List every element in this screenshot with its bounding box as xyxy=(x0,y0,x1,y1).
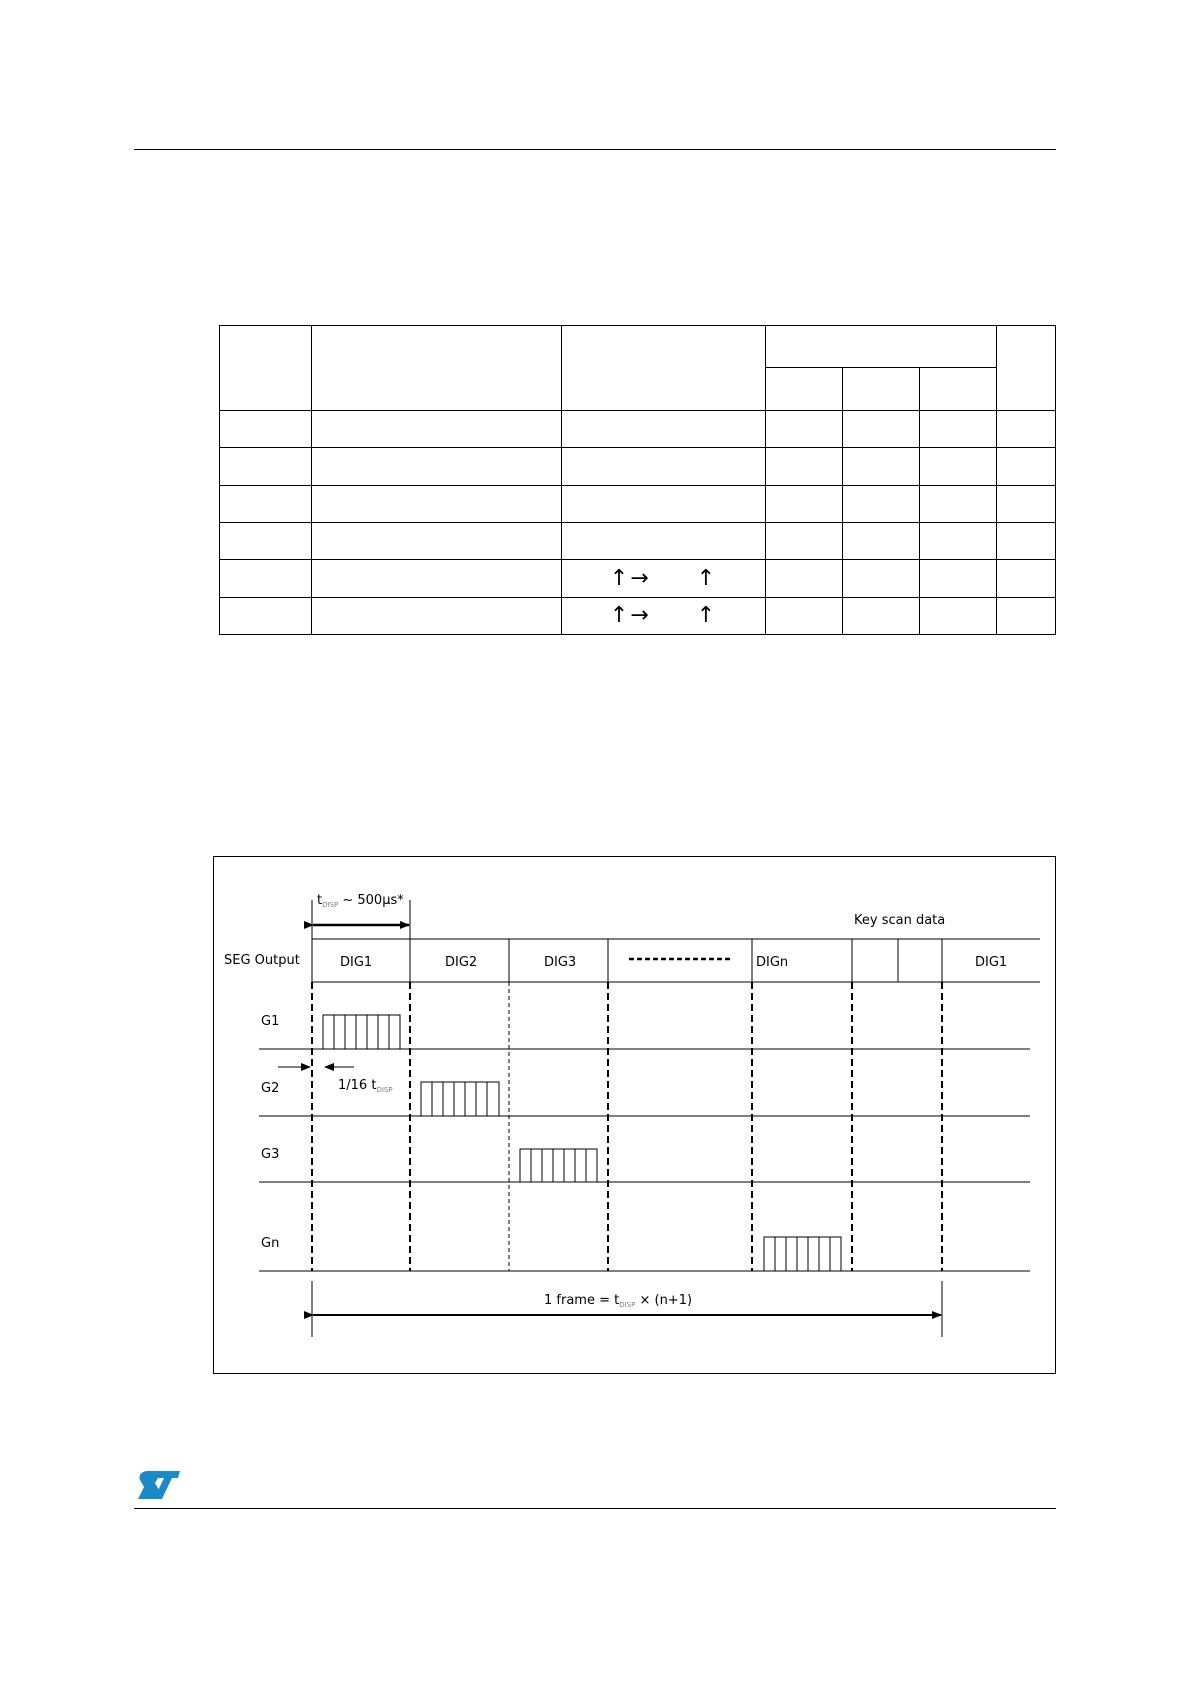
table-cell xyxy=(997,326,1056,411)
pulse-train-gn xyxy=(764,1237,841,1271)
timing-diagram xyxy=(213,856,1056,1374)
table-cell xyxy=(766,368,843,410)
table-cell xyxy=(220,597,312,634)
table-cell xyxy=(562,448,766,485)
table-cell xyxy=(766,485,843,522)
row-label-gn: Gn xyxy=(261,1236,280,1251)
table-cell xyxy=(220,410,312,447)
table-cell xyxy=(312,326,562,411)
table-cell xyxy=(220,485,312,522)
table-cell xyxy=(312,448,562,485)
table-cell xyxy=(997,410,1056,447)
row-label-g1: G1 xyxy=(261,1014,280,1029)
table-cell xyxy=(843,410,920,447)
tdisp-label: $t_{DISP}$ ~ 500μs* xyxy=(317,893,404,909)
up-arrow-icon: ↑ xyxy=(696,565,718,591)
table-cell xyxy=(312,560,562,597)
table-cell xyxy=(920,522,997,559)
row-label-g2: G2 xyxy=(261,1081,280,1096)
table-cell xyxy=(220,448,312,485)
timing-diagram-svg xyxy=(214,857,1057,1375)
table-cell xyxy=(843,560,920,597)
table-cell xyxy=(843,448,920,485)
footer-rule xyxy=(134,1508,1056,1509)
table-cell xyxy=(920,485,997,522)
table-cell xyxy=(562,522,766,559)
spec-table xyxy=(219,325,1056,635)
table-cell xyxy=(997,597,1056,634)
table-row xyxy=(220,597,1056,634)
right-arrow-icon: → xyxy=(630,603,651,629)
table-row xyxy=(220,522,1056,559)
table-row xyxy=(220,410,1056,447)
up-arrow-icon: ↑ xyxy=(696,603,718,629)
pulse-envelope xyxy=(323,1015,400,1049)
table-header-row xyxy=(220,326,1056,368)
frame-label: 1 frame = $t_{DISP} \times (n+1)$ xyxy=(544,1293,693,1309)
table-row xyxy=(220,560,1056,597)
table-cell xyxy=(843,522,920,559)
table-cell xyxy=(220,326,312,411)
column-label-dig3: DIG3 xyxy=(544,955,577,970)
table-cell xyxy=(220,560,312,597)
table-cell xyxy=(997,522,1056,559)
arrow-cell xyxy=(562,597,766,634)
table-cell xyxy=(562,326,766,411)
right-arrow-icon: → xyxy=(630,565,651,591)
table-cell xyxy=(920,448,997,485)
table-cell xyxy=(843,485,920,522)
table-cell xyxy=(312,485,562,522)
table-cell xyxy=(562,410,766,447)
table-row xyxy=(220,448,1056,485)
table-cell xyxy=(843,368,920,410)
table-cell xyxy=(920,560,997,597)
table-cell xyxy=(997,485,1056,522)
table-cell xyxy=(766,522,843,559)
row-label-g3: G3 xyxy=(261,1147,280,1162)
table-cell xyxy=(843,597,920,634)
table-cell xyxy=(920,410,997,447)
table-cell xyxy=(312,597,562,634)
column-label-dig1-repeat: DIG1 xyxy=(975,955,1008,970)
pulse-train-g2 xyxy=(421,1082,499,1116)
table-cell xyxy=(766,560,843,597)
pulse-envelope xyxy=(764,1237,841,1271)
up-arrow-icon: ↑ xyxy=(609,603,631,629)
up-arrow-icon: ↑ xyxy=(609,565,631,591)
table-cell xyxy=(766,326,997,368)
table-cell xyxy=(997,560,1056,597)
column-label-dig1: DIG1 xyxy=(340,955,373,970)
table-row xyxy=(220,485,1056,522)
table-cell xyxy=(766,597,843,634)
table-cell xyxy=(312,522,562,559)
pulse-envelope xyxy=(520,1149,597,1182)
header-rule xyxy=(134,149,1056,150)
column-label-dign: DIGn xyxy=(756,955,789,970)
pulse-train-g3 xyxy=(520,1149,597,1182)
table-cell xyxy=(997,448,1056,485)
sixteenth-label: 1/16 $t_{DISP}$ xyxy=(338,1078,393,1094)
table-cell xyxy=(766,410,843,447)
pulse-train-g1 xyxy=(323,1015,400,1049)
table-cell xyxy=(562,485,766,522)
table-cell xyxy=(766,448,843,485)
table-cell xyxy=(920,368,997,410)
arrow-cell xyxy=(562,560,766,597)
seg-output-label: SEG Output xyxy=(224,953,300,968)
column-label-dig2: DIG2 xyxy=(445,955,478,970)
key-scan-label: Key scan data xyxy=(854,913,946,928)
table-cell xyxy=(220,522,312,559)
st-logo-icon xyxy=(134,1470,182,1500)
table-cell xyxy=(920,597,997,634)
table-cell xyxy=(312,410,562,447)
